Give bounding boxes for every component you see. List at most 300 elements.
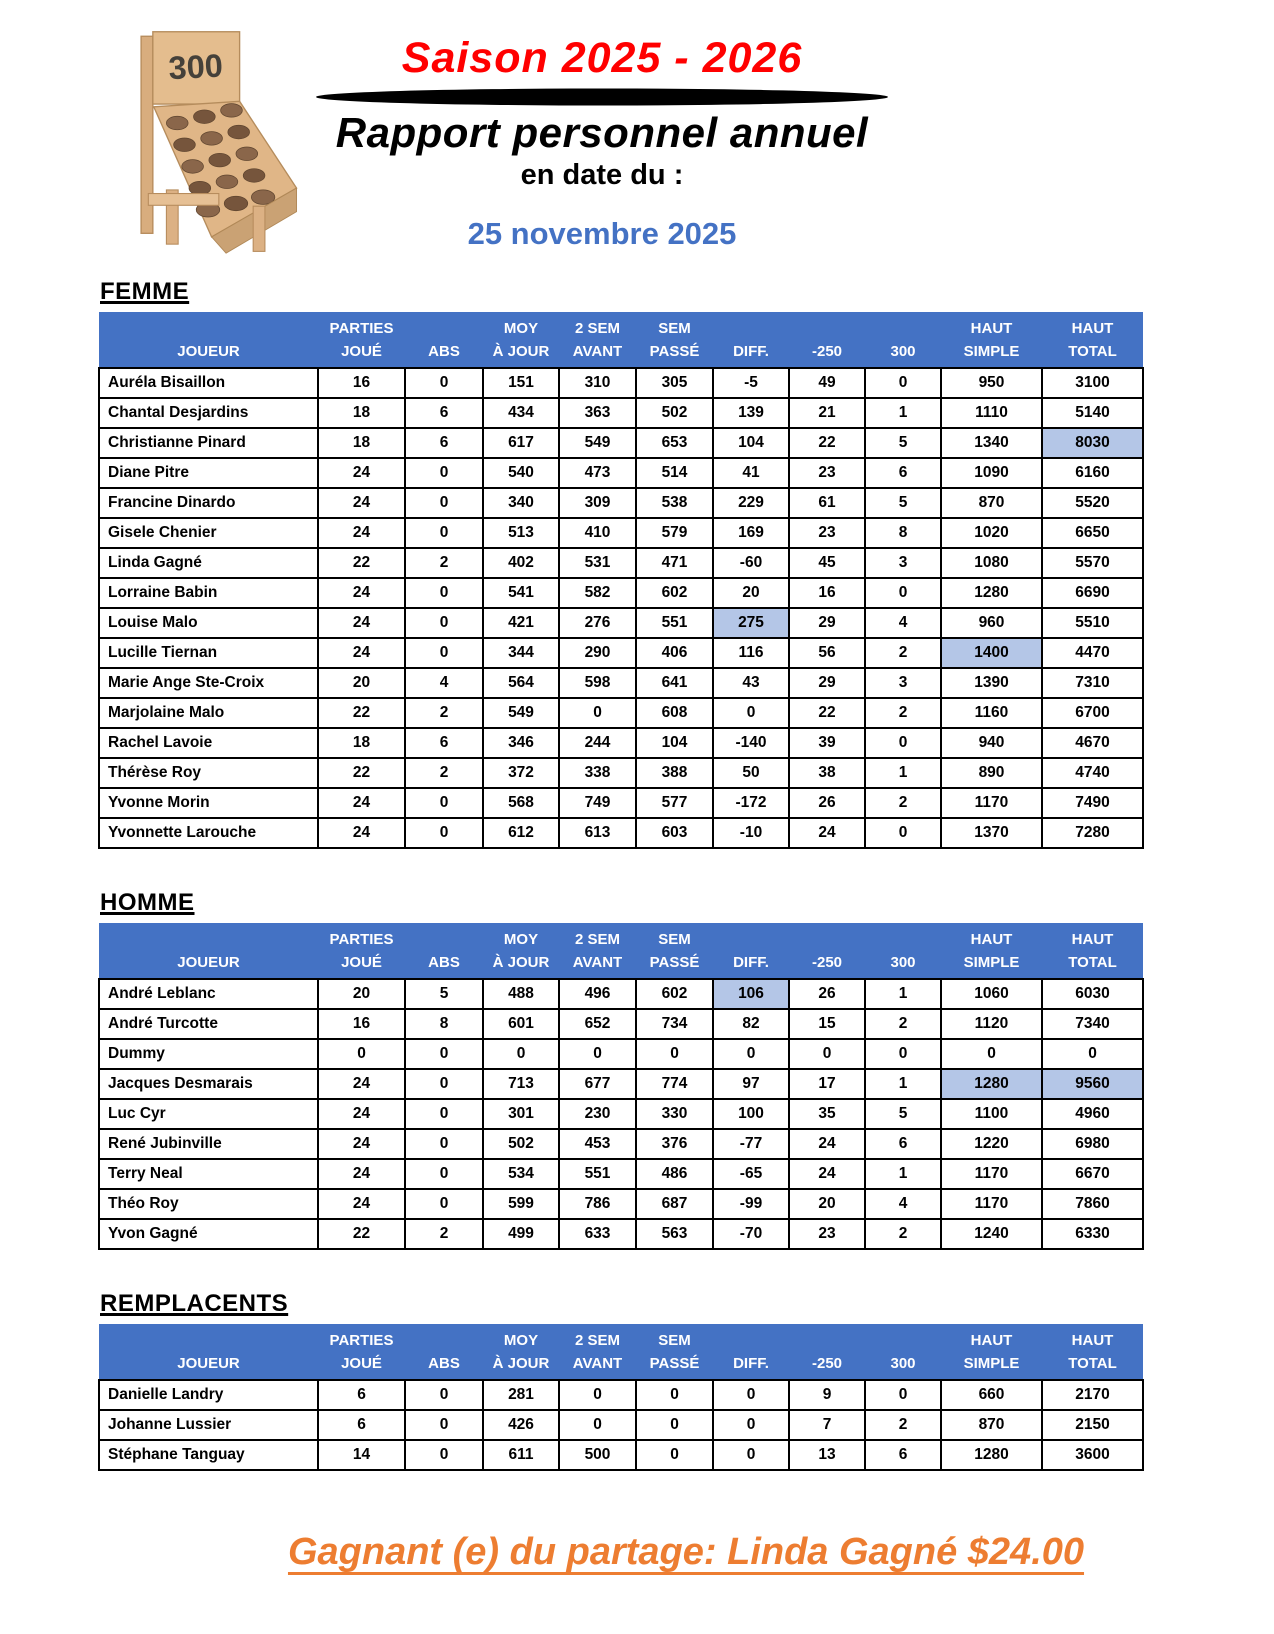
stat-cell: 0 [405, 1380, 483, 1410]
column-header-line2: DIFF. [733, 343, 769, 360]
table-row [99, 488, 1143, 518]
stat-cell: 17 [789, 1069, 865, 1099]
table-row [99, 398, 1143, 428]
stat-cell: -65 [713, 1159, 789, 1189]
stat-cell: 514 [636, 458, 713, 488]
player-name: René Jubinville [99, 1129, 318, 1159]
column-header [559, 1324, 636, 1380]
stat-cell: 499 [483, 1219, 559, 1249]
stat-cell: 2 [865, 698, 941, 728]
column-header-line2: 300 [890, 954, 916, 971]
footer-winner-text: Gagnant (e) du partage: Linda Gagné $24.00 [287, 1531, 1085, 1573]
table-row [99, 788, 1143, 818]
stat-cell: 0 [559, 698, 636, 728]
stat-cell: 5 [405, 979, 483, 1009]
column-header [405, 312, 483, 368]
stats-table-homme [98, 923, 1144, 1250]
report-body [0, 278, 1274, 1574]
stat-cell: 22 [318, 548, 405, 578]
column-header-line1 [867, 930, 939, 949]
stat-cell: 1400 [941, 638, 1042, 668]
column-header-line2: ABS [428, 954, 460, 971]
stat-cell: 0 [405, 1069, 483, 1099]
stat-cell: -60 [713, 548, 789, 578]
stat-cell: 960 [941, 608, 1042, 638]
column-header-line1: HAUT [970, 1332, 1013, 1349]
stat-cell: 513 [483, 518, 559, 548]
stat-cell: -77 [713, 1129, 789, 1159]
stat-cell: 786 [559, 1189, 636, 1219]
stat-cell: 23 [789, 458, 865, 488]
table-row [99, 1159, 1143, 1189]
section-title: FEMME [100, 278, 190, 305]
stat-cell: 24 [789, 818, 865, 848]
stat-cell: 549 [483, 698, 559, 728]
stat-cell: 2 [865, 1410, 941, 1440]
table-row [99, 548, 1143, 578]
table-row [99, 728, 1143, 758]
table-row [99, 518, 1143, 548]
stat-cell: 22 [789, 428, 865, 458]
stat-cell: -10 [713, 818, 789, 848]
stat-cell: 26 [789, 979, 865, 1009]
table-row [99, 1129, 1143, 1159]
stat-cell: 2150 [1042, 1410, 1143, 1440]
stat-cell: 473 [559, 458, 636, 488]
stat-cell: 24 [318, 578, 405, 608]
stat-cell: 0 [713, 1039, 789, 1069]
stat-cell: 49 [789, 368, 865, 398]
stat-cell: 0 [559, 1410, 636, 1440]
stat-cell: 5 [865, 488, 941, 518]
column-header [789, 312, 865, 368]
column-header-line2: SIMPLE [963, 343, 1020, 360]
date-label: en date du : [520, 159, 684, 191]
table-row [99, 1380, 1143, 1410]
column-header-line1 [407, 930, 481, 949]
stat-cell: 39 [789, 728, 865, 758]
stat-cell: 568 [483, 788, 559, 818]
stat-cell: 5 [865, 1099, 941, 1129]
column-header [941, 312, 1042, 368]
column-header-line1: PARTIES [329, 931, 394, 948]
stat-cell: 0 [405, 638, 483, 668]
stat-cell: 1080 [941, 548, 1042, 578]
board-front-leg [253, 206, 265, 251]
stat-cell: 0 [636, 1440, 713, 1470]
stat-cell: 106 [713, 979, 789, 1009]
column-header-line2: JOUÉ [341, 954, 382, 971]
table-row [99, 578, 1143, 608]
stat-cell: 8 [865, 518, 941, 548]
stat-cell: 0 [405, 368, 483, 398]
column-header-line1: SEM [658, 931, 691, 948]
player-name: Francine Dinardo [99, 488, 318, 518]
stat-cell: 2 [405, 698, 483, 728]
stat-cell: 0 [405, 608, 483, 638]
column-header [636, 923, 713, 979]
stat-cell: 2 [865, 788, 941, 818]
stat-cell: 2 [405, 758, 483, 788]
stat-cell: 4 [865, 1189, 941, 1219]
stat-cell: 6690 [1042, 578, 1143, 608]
stat-cell: 0 [865, 578, 941, 608]
stat-cell: 24 [318, 1189, 405, 1219]
stat-cell: 870 [941, 488, 1042, 518]
header-row [99, 312, 1143, 368]
stat-cell: 290 [559, 638, 636, 668]
stat-cell: 305 [636, 368, 713, 398]
stat-cell: 4740 [1042, 758, 1143, 788]
column-header-line2: À JOUR [492, 954, 550, 971]
player-name: Rachel Lavoie [99, 728, 318, 758]
stat-cell: 677 [559, 1069, 636, 1099]
stat-cell: 229 [713, 488, 789, 518]
stat-cell: 2 [405, 548, 483, 578]
stat-cell: 1160 [941, 698, 1042, 728]
stat-cell: 608 [636, 698, 713, 728]
stat-cell: 486 [636, 1159, 713, 1189]
column-header-line2: ABS [428, 1355, 460, 1372]
stat-cell: 0 [1042, 1039, 1143, 1069]
stat-cell: 372 [483, 758, 559, 788]
stat-cell: 1 [865, 398, 941, 428]
stat-cell: 652 [559, 1009, 636, 1039]
stat-cell: 2 [865, 1009, 941, 1039]
stat-cell: 100 [713, 1099, 789, 1129]
stat-cell: 0 [865, 728, 941, 758]
player-name: André Leblanc [99, 979, 318, 1009]
player-name: Chantal Desjardins [99, 398, 318, 428]
stat-cell: 20 [318, 668, 405, 698]
stat-cell: 23 [789, 518, 865, 548]
stat-cell: 0 [405, 488, 483, 518]
column-header-line1: 2 SEM [574, 320, 620, 337]
column-header [318, 923, 405, 979]
table-row [99, 979, 1143, 1009]
stat-cell: 41 [713, 458, 789, 488]
stat-cell: 0 [865, 1039, 941, 1069]
section-title: REMPLACENTS [100, 1290, 289, 1317]
stat-cell: 139 [713, 398, 789, 428]
board-brace [148, 194, 219, 206]
stat-cell: 563 [636, 1219, 713, 1249]
stat-cell: 1280 [941, 1440, 1042, 1470]
stat-cell: 43 [713, 668, 789, 698]
stat-cell: 1 [865, 758, 941, 788]
stat-cell: 2 [865, 1219, 941, 1249]
stat-cell: 3600 [1042, 1440, 1143, 1470]
column-header-line1 [715, 1331, 787, 1350]
stat-cell: 16 [789, 578, 865, 608]
stat-cell: 9 [789, 1380, 865, 1410]
stat-cell: 7280 [1042, 818, 1143, 848]
stat-cell: 549 [559, 428, 636, 458]
column-header-line2: TOTAL [1068, 954, 1117, 971]
stat-cell: 0 [559, 1039, 636, 1069]
column-header-line1 [101, 930, 316, 949]
column-header [713, 312, 789, 368]
stat-cell: 104 [713, 428, 789, 458]
stat-cell: 4470 [1042, 638, 1143, 668]
header-row [99, 923, 1143, 979]
player-name: Linda Gagné [99, 548, 318, 578]
stat-cell: 0 [559, 1380, 636, 1410]
column-header-line1: SEM [658, 1332, 691, 1349]
table-row [99, 608, 1143, 638]
column-header [789, 1324, 865, 1380]
stat-cell: 0 [713, 1380, 789, 1410]
column-header [99, 923, 318, 979]
stat-cell: 24 [318, 1159, 405, 1189]
stat-cell: 502 [483, 1129, 559, 1159]
column-header-line2: AVANT [572, 954, 623, 971]
column-header-line1 [407, 319, 481, 338]
column-header-line1 [101, 319, 316, 338]
stat-cell: -140 [713, 728, 789, 758]
stat-cell: -99 [713, 1189, 789, 1219]
stat-cell: 551 [636, 608, 713, 638]
stat-cell: 24 [318, 488, 405, 518]
stat-cell: 22 [789, 698, 865, 728]
stat-cell: 0 [713, 698, 789, 728]
stat-cell: 1 [865, 979, 941, 1009]
stat-cell: 4 [865, 608, 941, 638]
player-name: Johanne Lussier [99, 1410, 318, 1440]
stat-cell: 453 [559, 1129, 636, 1159]
stat-cell: -172 [713, 788, 789, 818]
stat-cell: 6 [405, 728, 483, 758]
stat-cell: 275 [713, 608, 789, 638]
stat-cell: 7310 [1042, 668, 1143, 698]
stat-cell: 0 [941, 1039, 1042, 1069]
stat-cell: 660 [941, 1380, 1042, 1410]
column-header-line2: TOTAL [1068, 1355, 1117, 1372]
stat-cell: 1110 [941, 398, 1042, 428]
stat-cell: 434 [483, 398, 559, 428]
swoosh-divider [312, 87, 892, 107]
stat-cell: 7490 [1042, 788, 1143, 818]
column-header-line1: PARTIES [329, 1332, 394, 1349]
column-header-line1 [867, 319, 939, 338]
stat-cell: 774 [636, 1069, 713, 1099]
stat-cell: 0 [405, 1129, 483, 1159]
column-header-line2: TOTAL [1068, 343, 1117, 360]
player-name: Lorraine Babin [99, 578, 318, 608]
stat-cell: 0 [405, 1189, 483, 1219]
column-header [636, 312, 713, 368]
column-header-line2: AVANT [572, 343, 623, 360]
stat-cell: 5570 [1042, 548, 1143, 578]
stat-cell: 0 [636, 1380, 713, 1410]
stat-cell: 21 [789, 398, 865, 428]
player-name: Terry Neal [99, 1159, 318, 1189]
column-header [1042, 312, 1143, 368]
stat-cell: 8 [405, 1009, 483, 1039]
column-header-line2: 300 [890, 343, 916, 360]
stat-cell: 1120 [941, 1009, 1042, 1039]
stat-cell: 502 [636, 398, 713, 428]
stat-cell: 1 [865, 1159, 941, 1189]
player-name: Yvon Gagné [99, 1219, 318, 1249]
player-name: Luc Cyr [99, 1099, 318, 1129]
title-block [292, 34, 912, 252]
stat-cell: 18 [318, 398, 405, 428]
stat-cell: 6670 [1042, 1159, 1143, 1189]
stat-cell: 5 [865, 428, 941, 458]
stat-cell: 5520 [1042, 488, 1143, 518]
stat-cell: 6 [865, 1129, 941, 1159]
column-header-line2: AVANT [572, 1355, 623, 1372]
stat-cell: 0 [405, 1159, 483, 1189]
column-header-line2: JOUEUR [177, 954, 240, 971]
column-header-line1 [791, 1331, 863, 1350]
column-header-line1: HAUT [1071, 320, 1114, 337]
stat-cell: 22 [318, 1219, 405, 1249]
stat-cell: 612 [483, 818, 559, 848]
column-header-line1: MOY [503, 1332, 539, 1349]
column-header-line1 [791, 930, 863, 949]
player-name: Dummy [99, 1039, 318, 1069]
column-header-line2: SIMPLE [963, 1355, 1020, 1372]
stat-cell: 890 [941, 758, 1042, 788]
player-name: Thérèse Roy [99, 758, 318, 788]
stat-cell: 0 [405, 518, 483, 548]
column-header [318, 312, 405, 368]
stat-cell: 4960 [1042, 1099, 1143, 1129]
sections-container [98, 278, 1274, 1471]
stat-cell: 6980 [1042, 1129, 1143, 1159]
stat-cell: 4670 [1042, 728, 1143, 758]
stat-cell: 2 [405, 1219, 483, 1249]
stat-cell: 97 [713, 1069, 789, 1099]
stat-cell: 151 [483, 368, 559, 398]
stat-cell: 376 [636, 1129, 713, 1159]
stat-cell: 7 [789, 1410, 865, 1440]
column-header [559, 923, 636, 979]
column-header [1042, 923, 1143, 979]
stat-cell: 276 [559, 608, 636, 638]
column-header-line1 [101, 1331, 316, 1350]
column-header-line1: 2 SEM [574, 931, 620, 948]
stat-cell: 641 [636, 668, 713, 698]
column-header-line2: JOUEUR [177, 343, 240, 360]
stat-cell: 7860 [1042, 1189, 1143, 1219]
stat-cell: 6700 [1042, 698, 1143, 728]
stat-cell: 388 [636, 758, 713, 788]
column-header-line1 [715, 319, 787, 338]
stat-cell: 1100 [941, 1099, 1042, 1129]
table-row [99, 1410, 1143, 1440]
player-name: Jacques Desmarais [99, 1069, 318, 1099]
column-header [99, 312, 318, 368]
stat-cell: 24 [789, 1129, 865, 1159]
stat-cell: 23 [789, 1219, 865, 1249]
column-header-line1: HAUT [970, 320, 1013, 337]
stat-cell: 551 [559, 1159, 636, 1189]
stat-cell: 24 [318, 818, 405, 848]
stat-cell: 1220 [941, 1129, 1042, 1159]
stat-cell: -5 [713, 368, 789, 398]
stat-cell: 3 [865, 668, 941, 698]
column-header [405, 923, 483, 979]
stat-cell: 3100 [1042, 368, 1143, 398]
stat-cell: 24 [318, 1099, 405, 1129]
stat-cell: 1390 [941, 668, 1042, 698]
column-header-line2: -250 [811, 1355, 843, 1372]
stat-cell: 1170 [941, 1159, 1042, 1189]
stat-cell: 6 [318, 1380, 405, 1410]
stat-cell: 749 [559, 788, 636, 818]
stat-cell: 6 [405, 398, 483, 428]
stats-table-femme [98, 312, 1144, 849]
column-header-line2: À JOUR [492, 1355, 550, 1372]
stat-cell: 82 [713, 1009, 789, 1039]
stat-cell: 0 [405, 1099, 483, 1129]
stat-cell: 534 [483, 1159, 559, 1189]
stat-cell: 6 [318, 1410, 405, 1440]
date-value: 25 novembre 2025 [467, 216, 737, 251]
stat-cell: 601 [483, 1009, 559, 1039]
stat-cell: 2 [865, 638, 941, 668]
stat-cell: 5510 [1042, 608, 1143, 638]
player-name: Diane Pitre [99, 458, 318, 488]
table-row [99, 1219, 1143, 1249]
stat-cell: 577 [636, 788, 713, 818]
stat-cell: 6 [865, 1440, 941, 1470]
player-name: Gisele Chenier [99, 518, 318, 548]
column-header-line2: PASSÉ [649, 954, 700, 971]
stat-cell: 344 [483, 638, 559, 668]
column-header [483, 923, 559, 979]
column-header-line1: HAUT [1071, 1332, 1114, 1349]
stat-cell: 310 [559, 368, 636, 398]
stat-cell: 230 [559, 1099, 636, 1129]
column-header-line1: HAUT [970, 931, 1013, 948]
stat-cell: 24 [318, 518, 405, 548]
stat-cell: 0 [636, 1039, 713, 1069]
stat-cell: 6650 [1042, 518, 1143, 548]
stat-cell: 24 [318, 638, 405, 668]
column-header [713, 923, 789, 979]
stat-cell: 5140 [1042, 398, 1143, 428]
column-header [318, 1324, 405, 1380]
player-name: Yvonnette Larouche [99, 818, 318, 848]
stat-cell: 0 [405, 1440, 483, 1470]
table-row [99, 638, 1143, 668]
stat-cell: 421 [483, 608, 559, 638]
table-row [99, 758, 1143, 788]
stat-cell: 56 [789, 638, 865, 668]
stat-cell: 309 [559, 488, 636, 518]
stat-cell: 0 [483, 1039, 559, 1069]
stat-cell: 579 [636, 518, 713, 548]
stat-cell: 16 [318, 368, 405, 398]
column-header [865, 1324, 941, 1380]
stat-cell: 29 [789, 608, 865, 638]
stat-cell: 116 [713, 638, 789, 668]
stat-cell: 613 [559, 818, 636, 848]
table-row [99, 1009, 1143, 1039]
table-row [99, 668, 1143, 698]
player-name: Marjolaine Malo [99, 698, 318, 728]
stat-cell: 6030 [1042, 979, 1143, 1009]
stat-cell: 35 [789, 1099, 865, 1129]
stat-cell: 402 [483, 548, 559, 578]
stat-cell: 38 [789, 758, 865, 788]
column-header [941, 923, 1042, 979]
column-header [483, 312, 559, 368]
